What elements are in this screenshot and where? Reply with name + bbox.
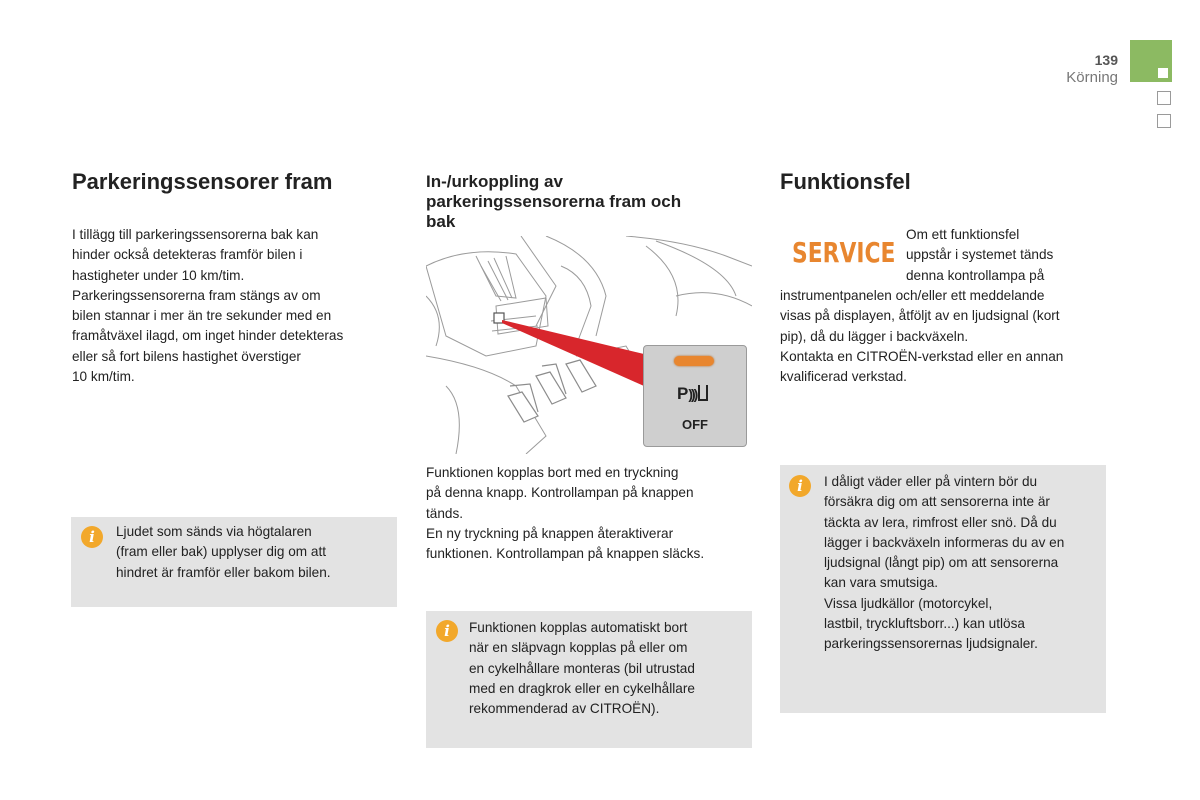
heading-toggle: In-/urkoppling av parkeringssensorerna fram och bak [426,172,682,231]
body-text: Funktionen kopplas bort med en tryckning på denna knapp. Kontrollampan på knappen tänds. En ny tryckning på knappen återaktiverar funktionen. Kontrollampan på knappen släcks. [426,465,705,562]
section-title: Körning [1066,69,1118,86]
parking-sensor-button[interactable] [643,345,747,447]
button-p-label: P [677,384,689,403]
parking-sensor-off-icon: P))) [677,384,708,404]
note-text: Ljudet som sänds via högtalaren (fram eller bak) upplyser dig om att hindret är framför eller bakom bilen. [116,524,331,580]
chapter-tab [1157,114,1171,128]
info-note [71,517,397,607]
indicator-lamp [674,356,714,366]
chapter-tab-active [1130,40,1172,82]
button-off-label: OFF [682,417,708,432]
info-icon: i [789,475,811,497]
note-text: Funktionen kopplas automatiskt bort när en släpvagn kopplas på eller om en cykelhållare monteras (bil utrustad med en dragkrok eller en cykelhållare rekommenderad av CITROËN). [469,620,695,717]
note-text: I dåligt väder eller på vintern bör du försäkra dig om att sensorerna inte är täckta av lera, rimfrost eller snö. Då du lägger i backväxeln informeras du av en ljudsignal (långt pip) om att sensorerna kan vara smutsiga. Vissa ljudkällor (motorcykel, lastbil, tryckluftsborr...) kan utlösa parkeringssensorernas ljudsignaler. [824,474,1065,652]
heading-malfunction: Funktionsfel [780,169,911,194]
chapter-tab [1157,91,1171,105]
service-warning-icon: SERVICE [792,236,896,269]
info-icon: i [81,526,103,548]
heading-front-sensors: Parkeringssensorer fram [72,169,333,194]
info-note [780,465,1106,713]
body-text-intro: Om ett funktionsfel uppstår i systemet tänds denna kontrollampa på [906,227,1054,283]
page-number: 139 [1094,52,1118,68]
body-text: instrumentpanelen och/eller ett meddelande visas på displayen, åtföljt av en ljudsignal (kort pip), då du lägger i backväxeln. Kontakta en CITROËN-verkstad eller en annan kvalificerad verkstad. [780,288,1064,385]
body-text: I tillägg till parkeringssensorerna bak kan hinder också detekteras framför bilen i hastigheter under 10 km/tim. Parkeringssensorerna fram stängs av om bilen stannar i mer än tre sekunder med en framåtväxel ilagd, om inget hinder detekteras eller så fort bilens hastighet överstiger 10 km/tim. [72,227,344,385]
info-icon: i [436,620,458,642]
info-note [426,611,752,748]
